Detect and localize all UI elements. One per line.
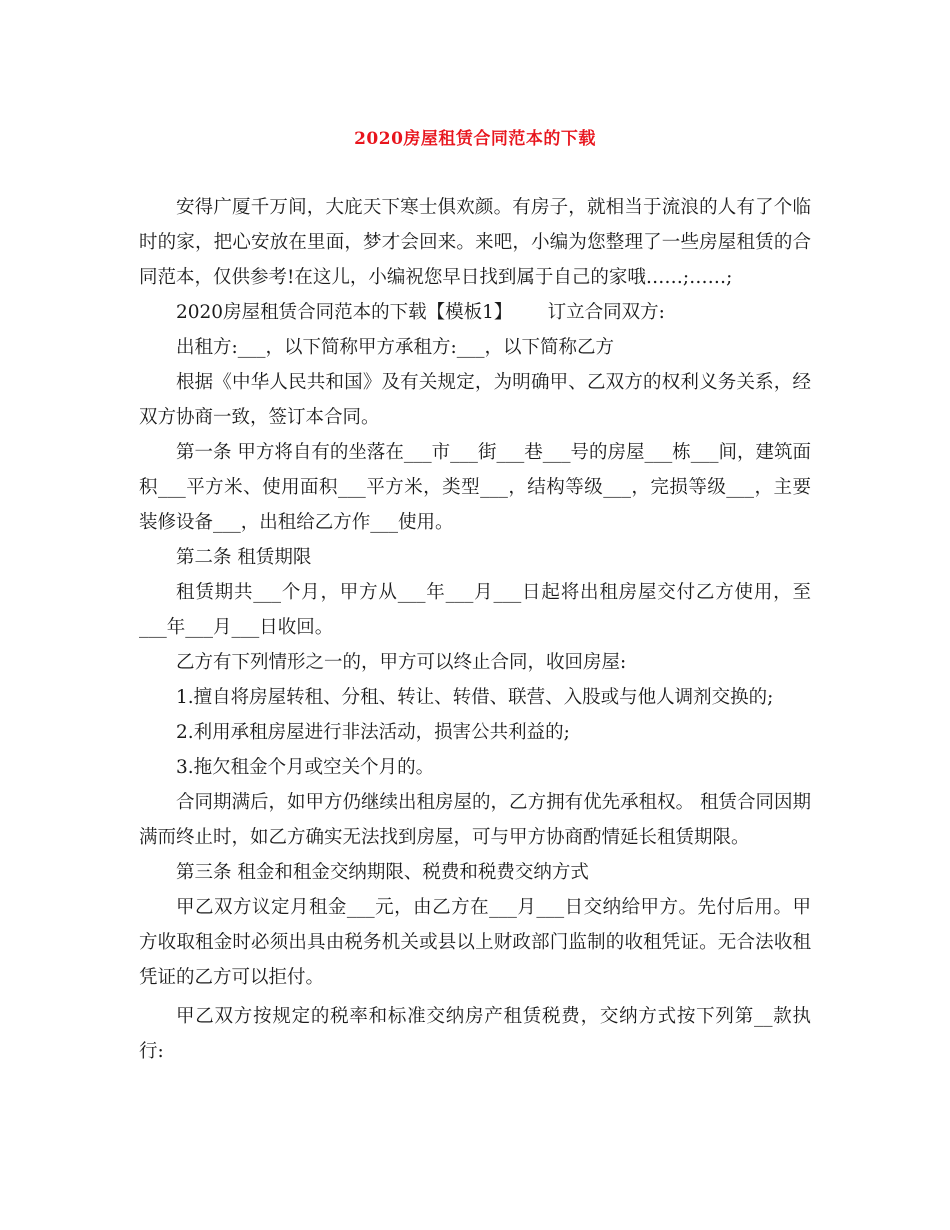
paragraph-article-2-heading: 第二条 租赁期限 [176, 547, 312, 568]
list-item-1: 1.擅自将房屋转租、分租、转让、转借、联营、入股或与他人调剂交换的; [176, 687, 774, 708]
list-item-3: 3.拖欠租金个月或空关个月的。 [176, 757, 435, 778]
paragraph-intro: 安得广厦千万间，大庇天下寒士俱欢颜。有房子，就相当于流浪的人有了个临时的家，把心安放在里面，梦才会回来。来吧，小编为您整理了一些房屋租赁的合同范本，仅供参考!在这儿，小编祝您早日找到属于自己的家哦……;……; [139, 197, 811, 288]
paragraph-basis: 根据《中华人民共和国》及有关规定，为明确甲、乙双方的权利义务关系，经双方协商一致，签订本合同。 [139, 372, 811, 428]
paragraph-parties: 出租方:___，以下简称甲方承租方:___，以下简称乙方 [176, 337, 614, 358]
list-item-2: 2.利用承租房屋进行非法活动，损害公共利益的; [176, 722, 570, 743]
paragraph-renewal: 合同期满后，如甲方仍继续出租房屋的，乙方拥有优先承租权。 租赁合同因期满而终止时，如乙方确实无法找到房屋，可与甲方协商酌情延长租赁期限。 [139, 792, 811, 848]
paragraph-termination-conditions: 乙方有下列情形之一的，甲方可以终止合同，收回房屋: [176, 652, 627, 673]
paragraph-rent: 甲乙双方议定月租金___元，由乙方在___月___日交纳给甲方。先付后用。甲方收取租金时必须出具由税务机关或县以上财政部门监制的收租凭证。无合法收租凭证的乙方可以拒付。 [139, 897, 811, 988]
document-body [139, 190, 811, 1069]
paragraph-lease-term: 租赁期共___个月，甲方从___年___月___日起将出租房屋交付乙方使用，至___年___月___日收回。 [139, 582, 811, 638]
paragraph-article-3-heading: 第三条 租金和租金交纳期限、税费和税费交纳方式 [176, 862, 589, 883]
paragraph-taxes: 甲乙双方按规定的税率和标准交纳房产租赁税费，交纳方式按下列第__款执行: [139, 1006, 811, 1062]
paragraph-template-heading: 2020房屋租赁合同范本的下载【模板1】 订立合同双方: [176, 302, 665, 323]
paragraph-article-1: 第一条 甲方将自有的坐落在___市___街___巷___号的房屋___栋___间，建筑面积___平方米、使用面积___平方米，类型___，结构等级___，完损等级___，主要装修设备___，出租给乙方作___使用。 [139, 442, 811, 533]
document-title: 2020房屋租赁合同范本的下载 [354, 129, 596, 149]
